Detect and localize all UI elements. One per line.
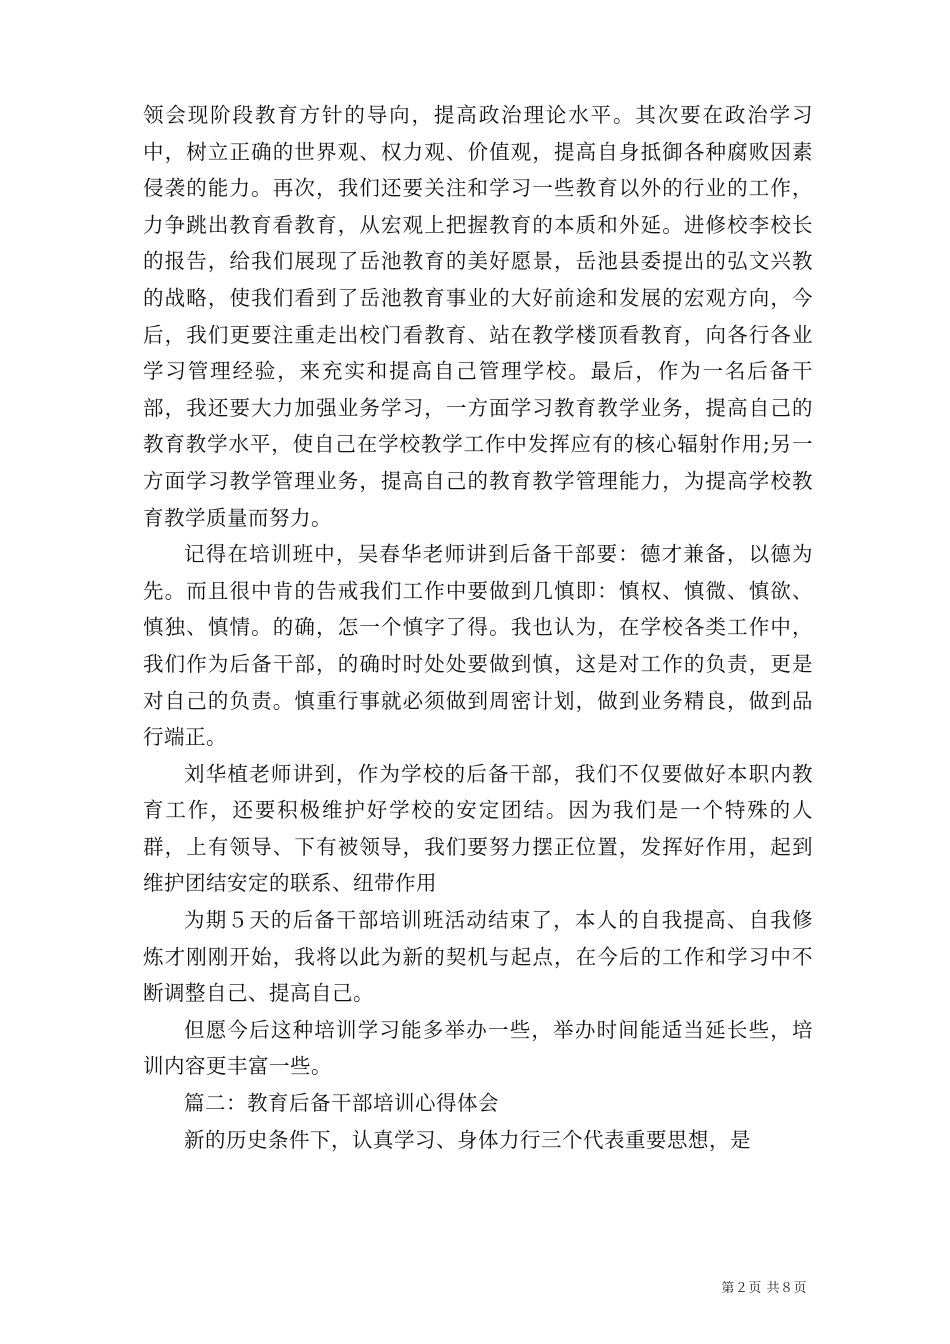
paragraph-wu-chunhua: 记得在培训班中，吴春华老师讲到后备干部要：德才兼备，以德为先。而且很中肯的告戒我们工作中要做到几慎即：慎权、慎微、慎欲、慎独、慎情。的确，怎一个慎字了得。我也认为，在学校各类工作中，我们作为后备干部，的确时时处处要做到慎，这是对工作的负责，更是对自己的负责。慎重行事就必须做到周密计划，做到业务精良，做到品行端正。 [143, 542, 813, 750]
page-number: 第２页 共８页 [721, 1281, 807, 1296]
document-body [143, 97, 813, 1158]
paragraph-new-section-start: 新的历史条件下，认真学习、身体力行三个代表重要思想，是 [184, 1127, 751, 1152]
section-heading: 篇二：教育后备干部培训心得体会 [184, 1091, 499, 1116]
paragraph-continuation: 领会现阶段教育方针的导向，提高政治理论水平。其次要在政治学习中，树立正确的世界观、权力观、价值观，提高自身抵御各种腐败因素侵袭的能力。再次，我们还要关注和学习一些教育以外的行业的工作，力争跳出教育看教育，从宏观上把握教育的本质和外延。进修校李校长的报告，给我们展现了岳池教育的美好愿景，岳池县委提出的弘文兴教的战略，使我们看到了岳池教育事业的大好前途和发展的宏观方向，今后，我们更要注重走出校门看教育、站在教学楼顶看教育，向各行各业学习管理经验，来充实和提高自己管理学校。最后，作为一名后备干部，我还要大力加强业务学习，一方面学习教育教学业务，提高自己的教育教学水平，使自己在学校教学工作中发挥应有的核心辐射作用;另一方面学习教学管理业务，提高自己的教育教学管理能力，为提高学校教育教学质量而努力。 [143, 103, 813, 530]
paragraph-wish: 但愿今后这种培训学习能多举办一些，举办时间能适当延长些，培训内容更丰富一些。 [143, 1017, 813, 1079]
paragraph-liu-huazhi: 刘华植老师讲到，作为学校的后备干部，我们不仅要做好本职内教育工作，还要积极维护好学校的安定团结。因为我们是一个特殊的人群，上有领导、下有被领导，我们要努力摆正位置，发挥好作用，起到维护团结安定的联系、纽带作用 [143, 761, 813, 896]
paragraph-training-ended: 为期５天的后备干部培训班活动结束了，本人的自我提高、自我修炼才刚刚开始，我将以此为新的契机与起点，在今后的工作和学习中不断调整自己、提高自己。 [143, 908, 813, 1006]
